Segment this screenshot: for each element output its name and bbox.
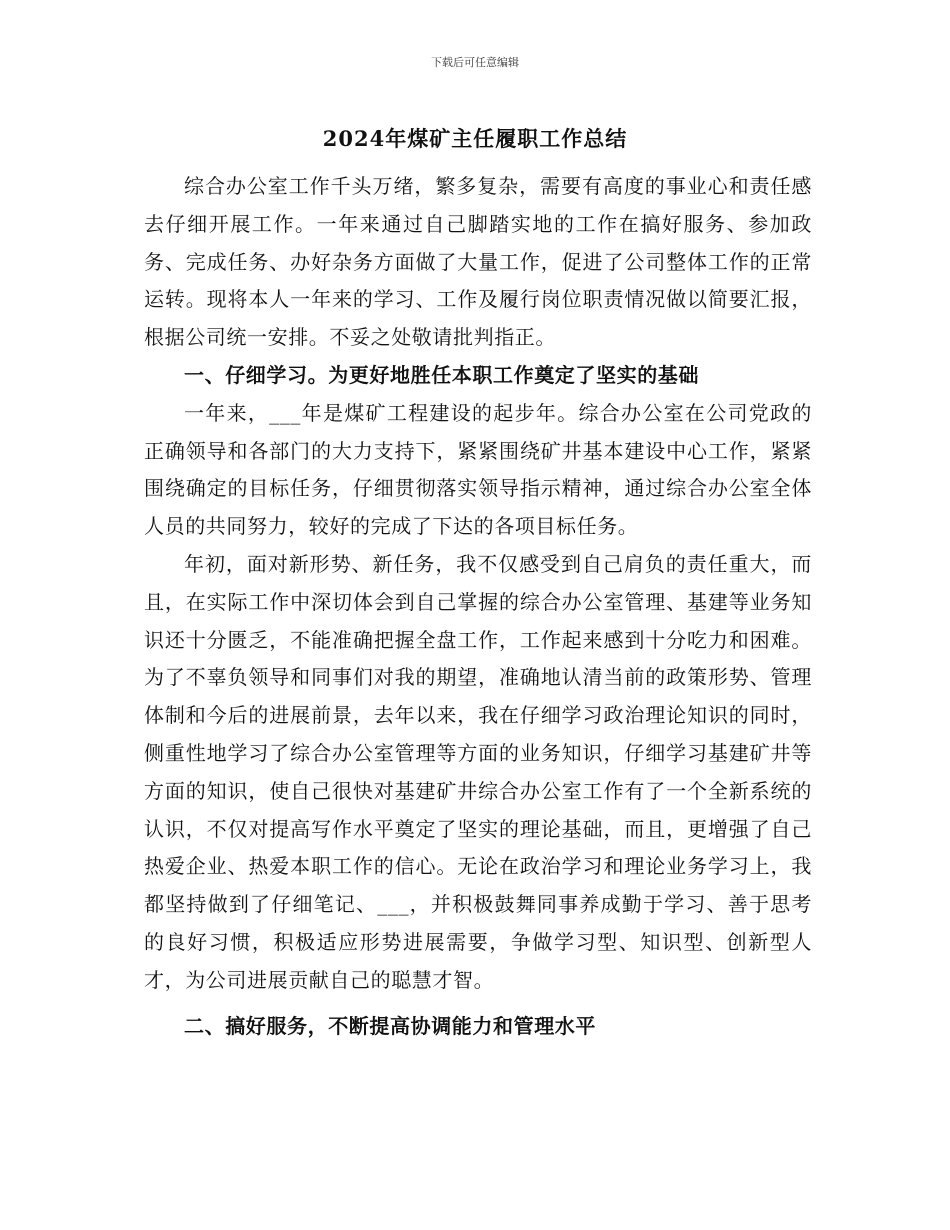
header-note: 下载后可任意编辑 xyxy=(431,56,519,69)
section-heading-2: 二、搞好服务，不断提高协调能力和管理水平 xyxy=(184,1013,596,1038)
paragraph-section1-a: 一年来，___年是煤矿工程建设的起步年。综合办公室在公司党政的正确领导和各部门的大力支持下，紧紧围绕矿井基本建设中心工作，紧紧围绕确定的目标任务，仔细贯彻落实领导指示精神，通过综合办公室全体人员的共同努力，较好的完成了下达的各项目标任务。 xyxy=(144,400,812,539)
document-body xyxy=(144,168,812,1045)
paragraph-intro: 综合办公室工作千头万绪，繁多复杂，需要有高度的事业心和责任感去仔细开展工作。一年来通过自己脚踏实地的工作在搞好服务、参加政务、完成任务、办好杂务方面做了大量工作，促进了公司整体工作的正常运转。现将本人一年来的学习、工作及履行岗位职责情况做以简要汇报，根据公司统一安排。不妥之处敬请批判指正。 xyxy=(144,174,812,350)
document-title: 2024年煤矿主任履职工作总结 xyxy=(322,126,628,151)
section-heading-1: 一、仔细学习。为更好地胜任本职工作奠定了坚实的基础 xyxy=(184,362,699,387)
paragraph-section1-b: 年初，面对新形势、新任务，我不仅感受到自己肩负的责任重大，而且，在实际工作中深切体会到自己掌握的综合办公室管理、基建等业务知识还十分匮乏，不能准确把握全盘工作，工作起来感到十分吃力和困难。为了不辜负领导和同事们对我的期望，准确地认清当前的政策形势、管理体制和今后的进展前景，去年以来，我在仔细学习政治理论知识的同时，侧重性地学习了综合办公室管理等方面的业务知识，仔细学习基建矿井等方面的知识，使自己很快对基建矿井综合办公室工作有了一个全新系统的认识，不仅对提高写作水平奠定了坚实的理论基础，而且，更增强了自己热爱企业、热爱本职工作的信心。无论在政治学习和理论业务学习上，我都坚持做到了仔细笔记、___，并积极鼓舞同事养成勤于学习、善于思考的良好习惯，积极适应形势进展需要，争做学习型、知识型、创新型人才，为公司进展贡献自己的聪慧才智。 xyxy=(144,551,812,992)
